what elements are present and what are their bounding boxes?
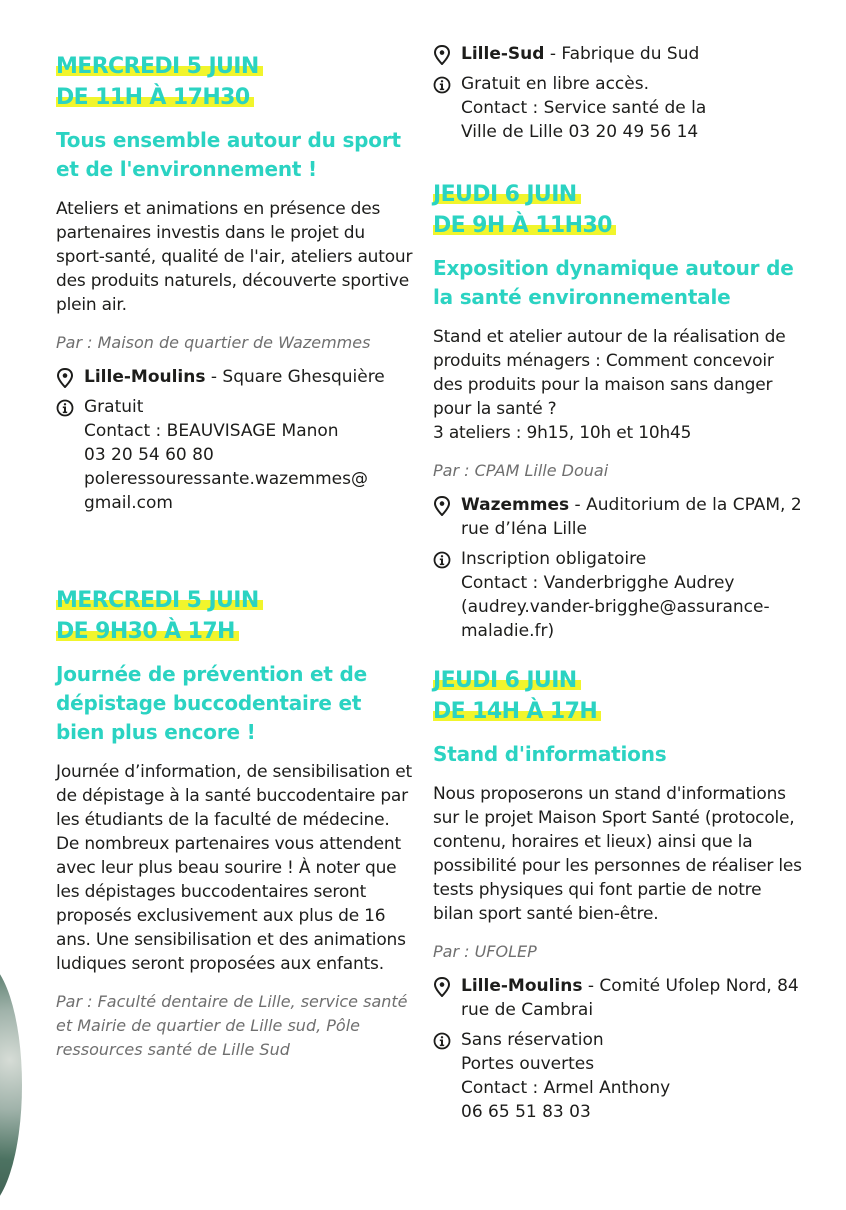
- location-detail: - Square Ghesquière: [205, 367, 385, 387]
- info-line: Contact : Vanderbrigghe Audrey: [461, 573, 735, 593]
- event-title: Stand d'informations: [433, 742, 667, 766]
- event-hours: DE 11H À 17H30: [56, 85, 254, 110]
- info-line: gmail.com: [84, 493, 173, 513]
- event-info: [56, 395, 416, 515]
- info-line: 03 20 54 60 80: [84, 445, 214, 465]
- event-title: Tous ensemble autour du sport et de l'environnement !: [56, 128, 401, 181]
- location-place: Lille-Sud: [461, 44, 545, 64]
- info-line: Sans réservation: [461, 1030, 604, 1050]
- location-detail: - Auditorium de la CPAM, 2 rue d’Iéna Lille: [461, 495, 802, 539]
- info-line: Contact : Armel Anthony: [461, 1078, 671, 1098]
- event-info: [433, 547, 803, 643]
- info-line: Contact : Service santé de la: [461, 98, 707, 118]
- event-card: [433, 666, 803, 1124]
- info-line: (audrey.vander-brigghe@assurance-: [461, 597, 770, 617]
- location-place: Lille-Moulins: [461, 976, 583, 996]
- location-pin-icon: [56, 368, 74, 388]
- event-location: [56, 365, 416, 389]
- info-icon: [56, 398, 74, 418]
- event-day: JEUDI 6 JUIN: [433, 182, 581, 207]
- event-description: Nous proposerons un stand d'informations sur le projet Maison Sport Santé (protocole, contenu, horaires et lieux) ainsi que la possibilité pour les personnes de réaliser les tests physiques qui font partie de notre bilan sport santé bien-être.: [433, 784, 802, 924]
- location-pin-icon: [433, 45, 451, 65]
- location-detail: - Fabrique du Sud: [544, 44, 700, 64]
- event-card: [433, 180, 803, 643]
- event-description: Ateliers et animations en présence des partenaires investis dans le projet du sport-santé, qualité de l'air, ateliers autour des produits naturels, découverte sportive plein air.: [56, 199, 413, 315]
- info-line: poleressouressante.wazemmes@: [84, 469, 368, 489]
- event-date: [433, 180, 803, 242]
- event-card: [56, 586, 416, 1062]
- location-pin-icon: [433, 496, 451, 516]
- info-icon: [433, 1031, 451, 1051]
- event-organizer: Par : UFOLEP: [433, 942, 537, 961]
- event-info: [433, 1028, 803, 1124]
- event-description-extra: 3 ateliers : 9h15, 10h et 10h45: [433, 423, 692, 443]
- event-day: JEUDI 6 JUIN: [433, 668, 581, 693]
- event-date: [433, 666, 803, 728]
- info-line: Contact : BEAUVISAGE Manon: [84, 421, 339, 441]
- event-organizer: Par : CPAM Lille Douai: [433, 461, 609, 480]
- decorative-globe: [0, 960, 22, 1210]
- info-line: Gratuit en libre accès.: [461, 74, 649, 94]
- event-organizer: Par : Maison de quartier de Wazemmes: [56, 333, 371, 352]
- event-info: [433, 72, 803, 144]
- event-description: Journée d’information, de sensibilisation et de dépistage à la santé buccodentaire par les étudiants de la faculté de médecine. De nombreux partenaires vous attendent avec leur plus beau sourire ! À noter que les dépistages buccodentaires seront proposés exclusivement aux plus de 16 ans. Une sensibilisation et des animations ludiques seront proposées aux enfants.: [56, 762, 412, 974]
- location-detail: - Comité Ufolep Nord, 84 rue de Cambrai: [461, 976, 799, 1020]
- event-day: MERCREDI 5 JUIN: [56, 588, 263, 613]
- event-date: [56, 586, 416, 648]
- location-place: Wazemmes: [461, 495, 570, 515]
- event-title: Exposition dynamique autour de la santé environnementale: [433, 256, 794, 309]
- info-line: Inscription obligatoire: [461, 549, 647, 569]
- event-day: MERCREDI 5 JUIN: [56, 54, 263, 79]
- location-pin-icon: [433, 977, 451, 997]
- event-description-text: Stand et atelier autour de la réalisation de produits ménagers : Comment concevoir des produits pour la maison sans danger pour la santé ?: [433, 327, 786, 419]
- event-location: [433, 974, 803, 1022]
- info-line: maladie.fr): [461, 621, 555, 641]
- event-hours: DE 9H30 À 17H: [56, 619, 239, 644]
- event-date: [56, 52, 416, 114]
- event-location: [433, 42, 803, 66]
- info-line: Ville de Lille 03 20 49 56 14: [461, 122, 699, 142]
- event-hours: DE 14H À 17H: [433, 699, 601, 724]
- event-location: [433, 493, 803, 541]
- info-icon: [433, 550, 451, 570]
- location-place: Lille-Moulins: [84, 367, 206, 387]
- info-line: Portes ouvertes: [461, 1054, 595, 1074]
- event-hours: DE 9H À 11H30: [433, 213, 616, 238]
- info-line: 06 65 51 83 03: [461, 1102, 591, 1122]
- event-description: [433, 325, 803, 445]
- event-card: [56, 52, 416, 515]
- event-title: Journée de prévention et de dépistage buccodentaire et bien plus encore !: [56, 662, 367, 744]
- info-icon: [433, 75, 451, 95]
- event-card-continued: [433, 42, 803, 144]
- event-organizer: Par : Faculté dentaire de Lille, service santé et Mairie de quartier de Lille sud, Pôle ressources santé de Lille Sud: [56, 992, 408, 1059]
- info-line: Gratuit: [84, 397, 144, 417]
